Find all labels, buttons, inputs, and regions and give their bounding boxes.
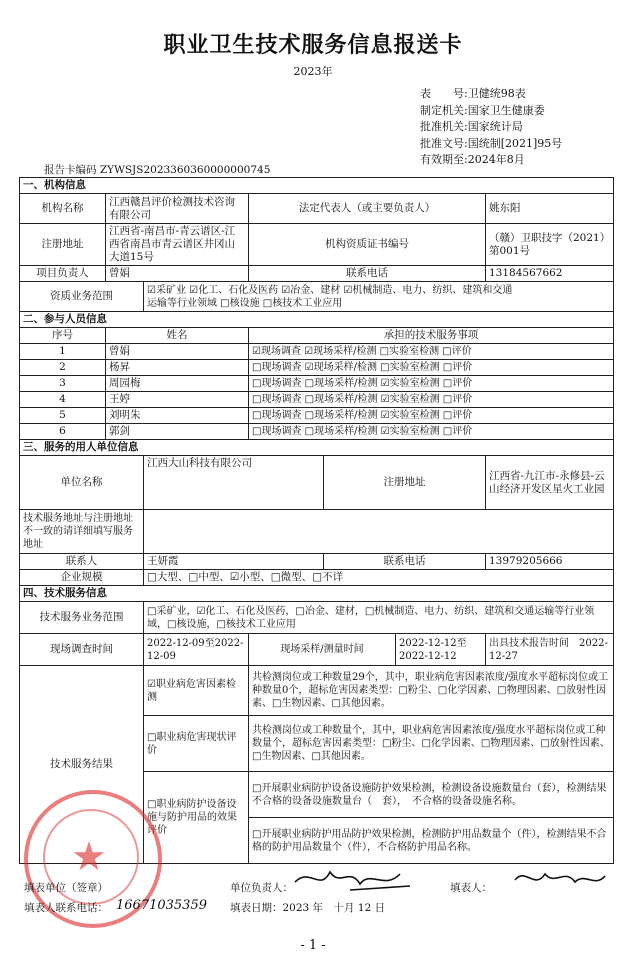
meta-row-0: 表 号:卫健统98表 — [420, 87, 526, 100]
service-scope-label: 技术服务业务范围 — [20, 602, 144, 634]
service-result-label: 技术服务结果 — [20, 666, 144, 864]
org-address-value: 江西省-南昌市-青云谱区-江西省南昌市青云谱区井冈山大道15号 — [106, 224, 249, 266]
document-year: 2023年 — [293, 65, 333, 78]
client-name-label: 单位名称 — [20, 456, 144, 510]
form-metadata — [420, 86, 562, 169]
footer-phone-value: 16671035359 — [116, 898, 207, 913]
footer-leader-label: 单位负责人： — [230, 882, 293, 894]
staff-row: 5 刘明朱 □现场调查 □现场采样/检测 ☑实验室检测 □评价 — [20, 408, 614, 424]
service-address-value — [144, 510, 614, 554]
staff-row: 4 王婷 □现场调查 □现场采样/检测 ☑实验室检测 □评价 — [20, 392, 614, 408]
report-time-cell: 出具技术报告时间 2022-12-27 — [486, 634, 614, 666]
section-3-title: 三、服务的用人单位信息 — [20, 440, 614, 456]
meta-row-1: 制定机关:国家卫生健康委 — [420, 103, 545, 117]
client-phone-label: 联系电话 — [324, 554, 486, 570]
client-address-label: 注册地址 — [324, 456, 486, 510]
client-contact-label: 联系人 — [20, 554, 144, 570]
sampling-time-label: 现场采样/测量时间 — [249, 634, 396, 666]
section-4-title: 四、技术服务信息 — [20, 586, 614, 602]
cert-no-label: 机构资质证书编号 — [249, 224, 486, 266]
report-table — [19, 177, 614, 864]
footer-filler-label: 填表人： — [450, 882, 492, 894]
org-name-label: 机构名称 — [20, 194, 106, 224]
result-text-evaluation: 共检测岗位或工种数量个，其中，职业病危害因素浓度/强度水平超标岗位或工种数量个，超标危害因素类型：□粉尘、□化学因素、□物理因素、□放射性因素、□生物因素、□其他因素。 — [249, 716, 614, 772]
leader-signature — [290, 862, 430, 898]
cert-no-value: （赣）卫职技字（2021）第001号 — [486, 224, 614, 266]
survey-time-value: 2022-12-09至2022-12-09 — [144, 634, 249, 666]
project-lead-label: 项目负责人 — [20, 266, 106, 282]
org-address-label: 注册地址 — [20, 224, 106, 266]
result-label-detection: ☑职业病危害因素检测 — [144, 666, 249, 716]
org-phone-value: 13184567662 — [486, 266, 614, 282]
meta-row-4: 有效期至:2024年8月 — [420, 153, 525, 166]
client-name-value: 江西大山科技有限公司 — [144, 456, 324, 510]
result-text-detection: 共检测岗位或工种数量29个，其中，职业病危害因素浓度/强度水平超标岗位或工种数量0个，超标危害因素类型：□粉尘、□化学因素、□物理因素、□放射性因素、□生物因素、□其他因素。 — [249, 666, 614, 716]
client-contact-value: 王妍霞 — [144, 554, 324, 570]
report-code: 报告卡编码 ZYWSJS2023360360000000745 — [44, 164, 271, 176]
col-items-header: 承担的技术服务事项 — [249, 328, 614, 344]
result-label-evaluation: □职业病危害现状评价 — [144, 716, 249, 772]
client-phone-value: 13979205666 — [486, 554, 614, 570]
staff-row: 1 曾娟 ☑现场调查 ☑现场采样/检测 □实验室检测 □评价 — [20, 344, 614, 360]
enterprise-size-value: □大型、□中型、☑小型、□微型、□不详 — [144, 570, 614, 586]
qualification-scope-value: ☑采矿业 ☑化工、石化及医药 ☑冶金、建材 ☑机械制造、电力、纺织、建筑和交通 运输等行业领域 □核设施 □核技术工业应用 — [144, 282, 614, 312]
legal-rep-label: 法定代表人（或主要负责人） — [249, 194, 486, 224]
org-phone-label: 联系电话 — [249, 266, 486, 282]
result-label-protection: □职业病防护设备设施与防护用品的效果评价 — [144, 772, 249, 864]
sampling-time-value: 2022-12-12至2022-12-12 — [396, 634, 486, 666]
col-no-header: 序号 — [20, 328, 106, 344]
survey-time-label: 现场调查时间 — [20, 634, 144, 666]
enterprise-size-label: 企业规模 — [20, 570, 144, 586]
staff-row: 2 杨昇 □现场调查 ☑现场采样/检测 □实验室检测 □评价 — [20, 360, 614, 376]
service-scope-value: □采矿业，☑化工、石化及医药，□冶金、建材，□机械制造、电力、纺织、建筑和交通运输等行业领域，□核设施，□核技术工业应用 — [144, 602, 614, 634]
footer-unit-label: 填表单位（签章） — [24, 882, 108, 894]
meta-row-3: 批准文号:国统制[2021]95号 — [420, 136, 563, 150]
qualification-scope-label: 资质业务范围 — [20, 282, 144, 312]
document-title: 职业卫生技术服务信息报送卡 — [163, 32, 463, 58]
filler-signature — [510, 862, 610, 896]
service-address-label: 技术服务地址与注册地址不一致的请详细填写服务地址 — [20, 510, 144, 554]
footer-date: 填表日期：2023 年 十月 12 日 — [230, 902, 386, 914]
org-name-value: 江西赣昌评价检测技术咨询有限公司 — [106, 194, 249, 224]
official-stamp: ★ — [24, 790, 162, 928]
result-text-equipment: □开展职业病防护设备设施防护效果检测，检测设备设施数量台（套），检测结果不合格的设备设施数量台（ 套）， 不合格的设备设施名称。 — [249, 772, 614, 818]
result-text-ppe: □开展职业病防护用品防护效果检测，检测防护用品数量个（件），检测结果不合格的防护用品数量个（件），不合格防护用品名称。 — [249, 818, 614, 864]
page-number: - 1 - — [300, 938, 326, 953]
client-address-value: 江西省-九江市-永修县-云山经济开发区星火工业园 — [486, 456, 614, 510]
staff-row: 6 郭剑 □现场调查 □现场采样/检测 ☑实验室检测 □评价 — [20, 424, 614, 440]
legal-rep-value: 姚东阳 — [486, 194, 614, 224]
footer-phone-label: 填表人联系电话： — [24, 902, 108, 914]
col-name-header: 姓名 — [106, 328, 249, 344]
section-1-title: 一、机构信息 — [20, 178, 614, 194]
staff-row: 3 周园梅 □现场调查 □现场采样/检测 ☑实验室检测 □评价 — [20, 376, 614, 392]
project-lead-value: 曾娟 — [106, 266, 249, 282]
meta-row-2: 批准机关:国家统计局 — [420, 120, 523, 133]
section-2-title: 二、参与人员信息 — [20, 312, 614, 328]
